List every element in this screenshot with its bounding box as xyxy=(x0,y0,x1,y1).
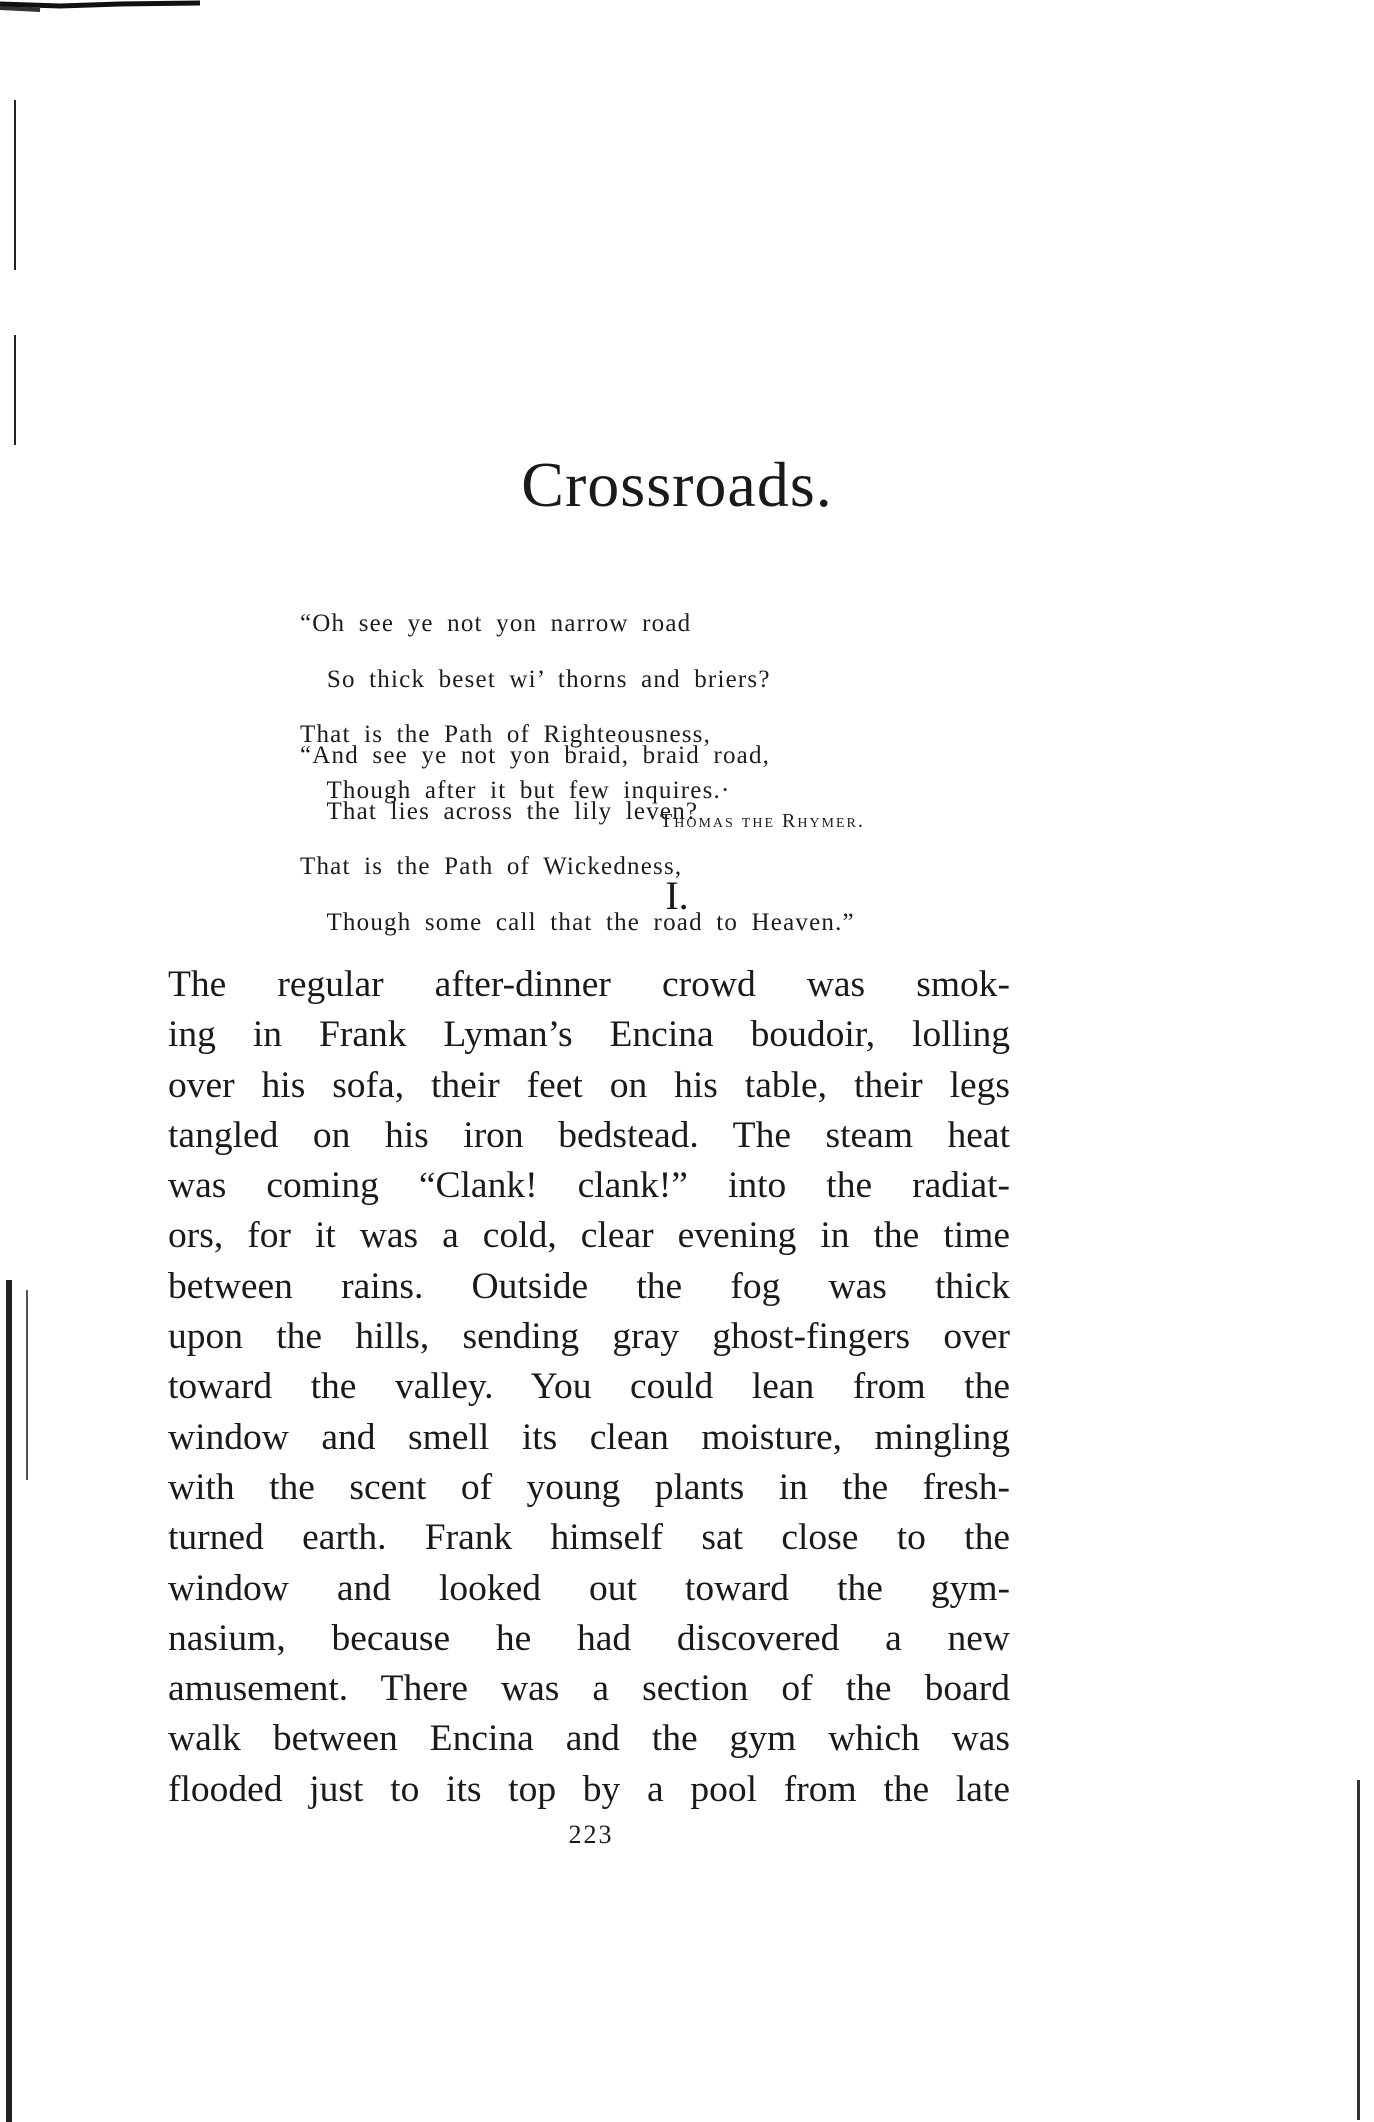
body-line: turned earth. Frank himself sat close to the xyxy=(168,1517,1010,1559)
body-line: ing in Frank Lyman’s Encina boudoir, lolling xyxy=(168,1014,1010,1056)
scan-edge-line xyxy=(1357,1780,1360,2120)
scan-edge-line xyxy=(14,335,16,445)
body-paragraph xyxy=(168,960,1010,1815)
epigraph-line: That lies across the lily leven? xyxy=(300,797,699,825)
epigraph-line: That is the Path of Wickedness, xyxy=(300,853,683,880)
epigraph-line: “Oh see ye not yon narrow road xyxy=(300,610,692,637)
chapter-title: Crossroads. xyxy=(521,449,833,520)
body-line: over his sofa, their feet on his table, their legs xyxy=(168,1064,1010,1106)
scan-edge-artifact-top xyxy=(0,0,200,18)
body-line: nasium, because he had discovered a new xyxy=(168,1617,1010,1659)
scan-edge-line xyxy=(14,100,16,270)
body-line: tangled on his iron bedstead. The steam heat xyxy=(168,1114,1010,1156)
section-number: I. xyxy=(665,873,689,918)
epigraph-line: Though after it but few inquires.· xyxy=(300,776,731,804)
epigraph-stanza-2 xyxy=(300,710,855,969)
body-line: walk between Encina and the gym which was xyxy=(168,1718,1010,1760)
body-line: was coming “Clank! clank!” into the radiat- xyxy=(168,1165,1010,1207)
page-number: 223 xyxy=(568,1820,614,1849)
body-line: amusement. There was a section of the board xyxy=(168,1668,1010,1710)
body-line: window and smell its clean moisture, mingling xyxy=(168,1416,1010,1458)
scan-edge-line xyxy=(26,1290,28,1480)
body-line: between rains. Outside the fog was thick xyxy=(168,1265,1010,1307)
body-line: window and looked out toward the gym- xyxy=(168,1567,1010,1609)
epigraph-line: That is the Path of Righteousness, xyxy=(300,721,712,748)
epigraph-line: Though some call that the road to Heaven.” xyxy=(300,908,855,936)
body-line: flooded just to its top by a pool from the late xyxy=(168,1768,1010,1810)
body-line: with the scent of young plants in the fresh- xyxy=(168,1466,1010,1508)
epigraph-line: “And see ye not yon braid, braid road, xyxy=(300,742,771,769)
body-line: upon the hills, sending gray ghost-fingers over xyxy=(168,1316,1010,1358)
body-line: toward the valley. You could lean from the xyxy=(168,1366,1010,1408)
body-line: The regular after-dinner crowd was smok- xyxy=(168,964,1010,1005)
epigraph-attribution: Thomas the Rhymer. xyxy=(660,810,865,832)
scan-edge-line xyxy=(6,1280,12,2122)
body-line: ors, for it was a cold, clear evening in the time xyxy=(168,1215,1010,1257)
epigraph-line: So thick beset wi’ thorns and briers? xyxy=(300,665,771,693)
